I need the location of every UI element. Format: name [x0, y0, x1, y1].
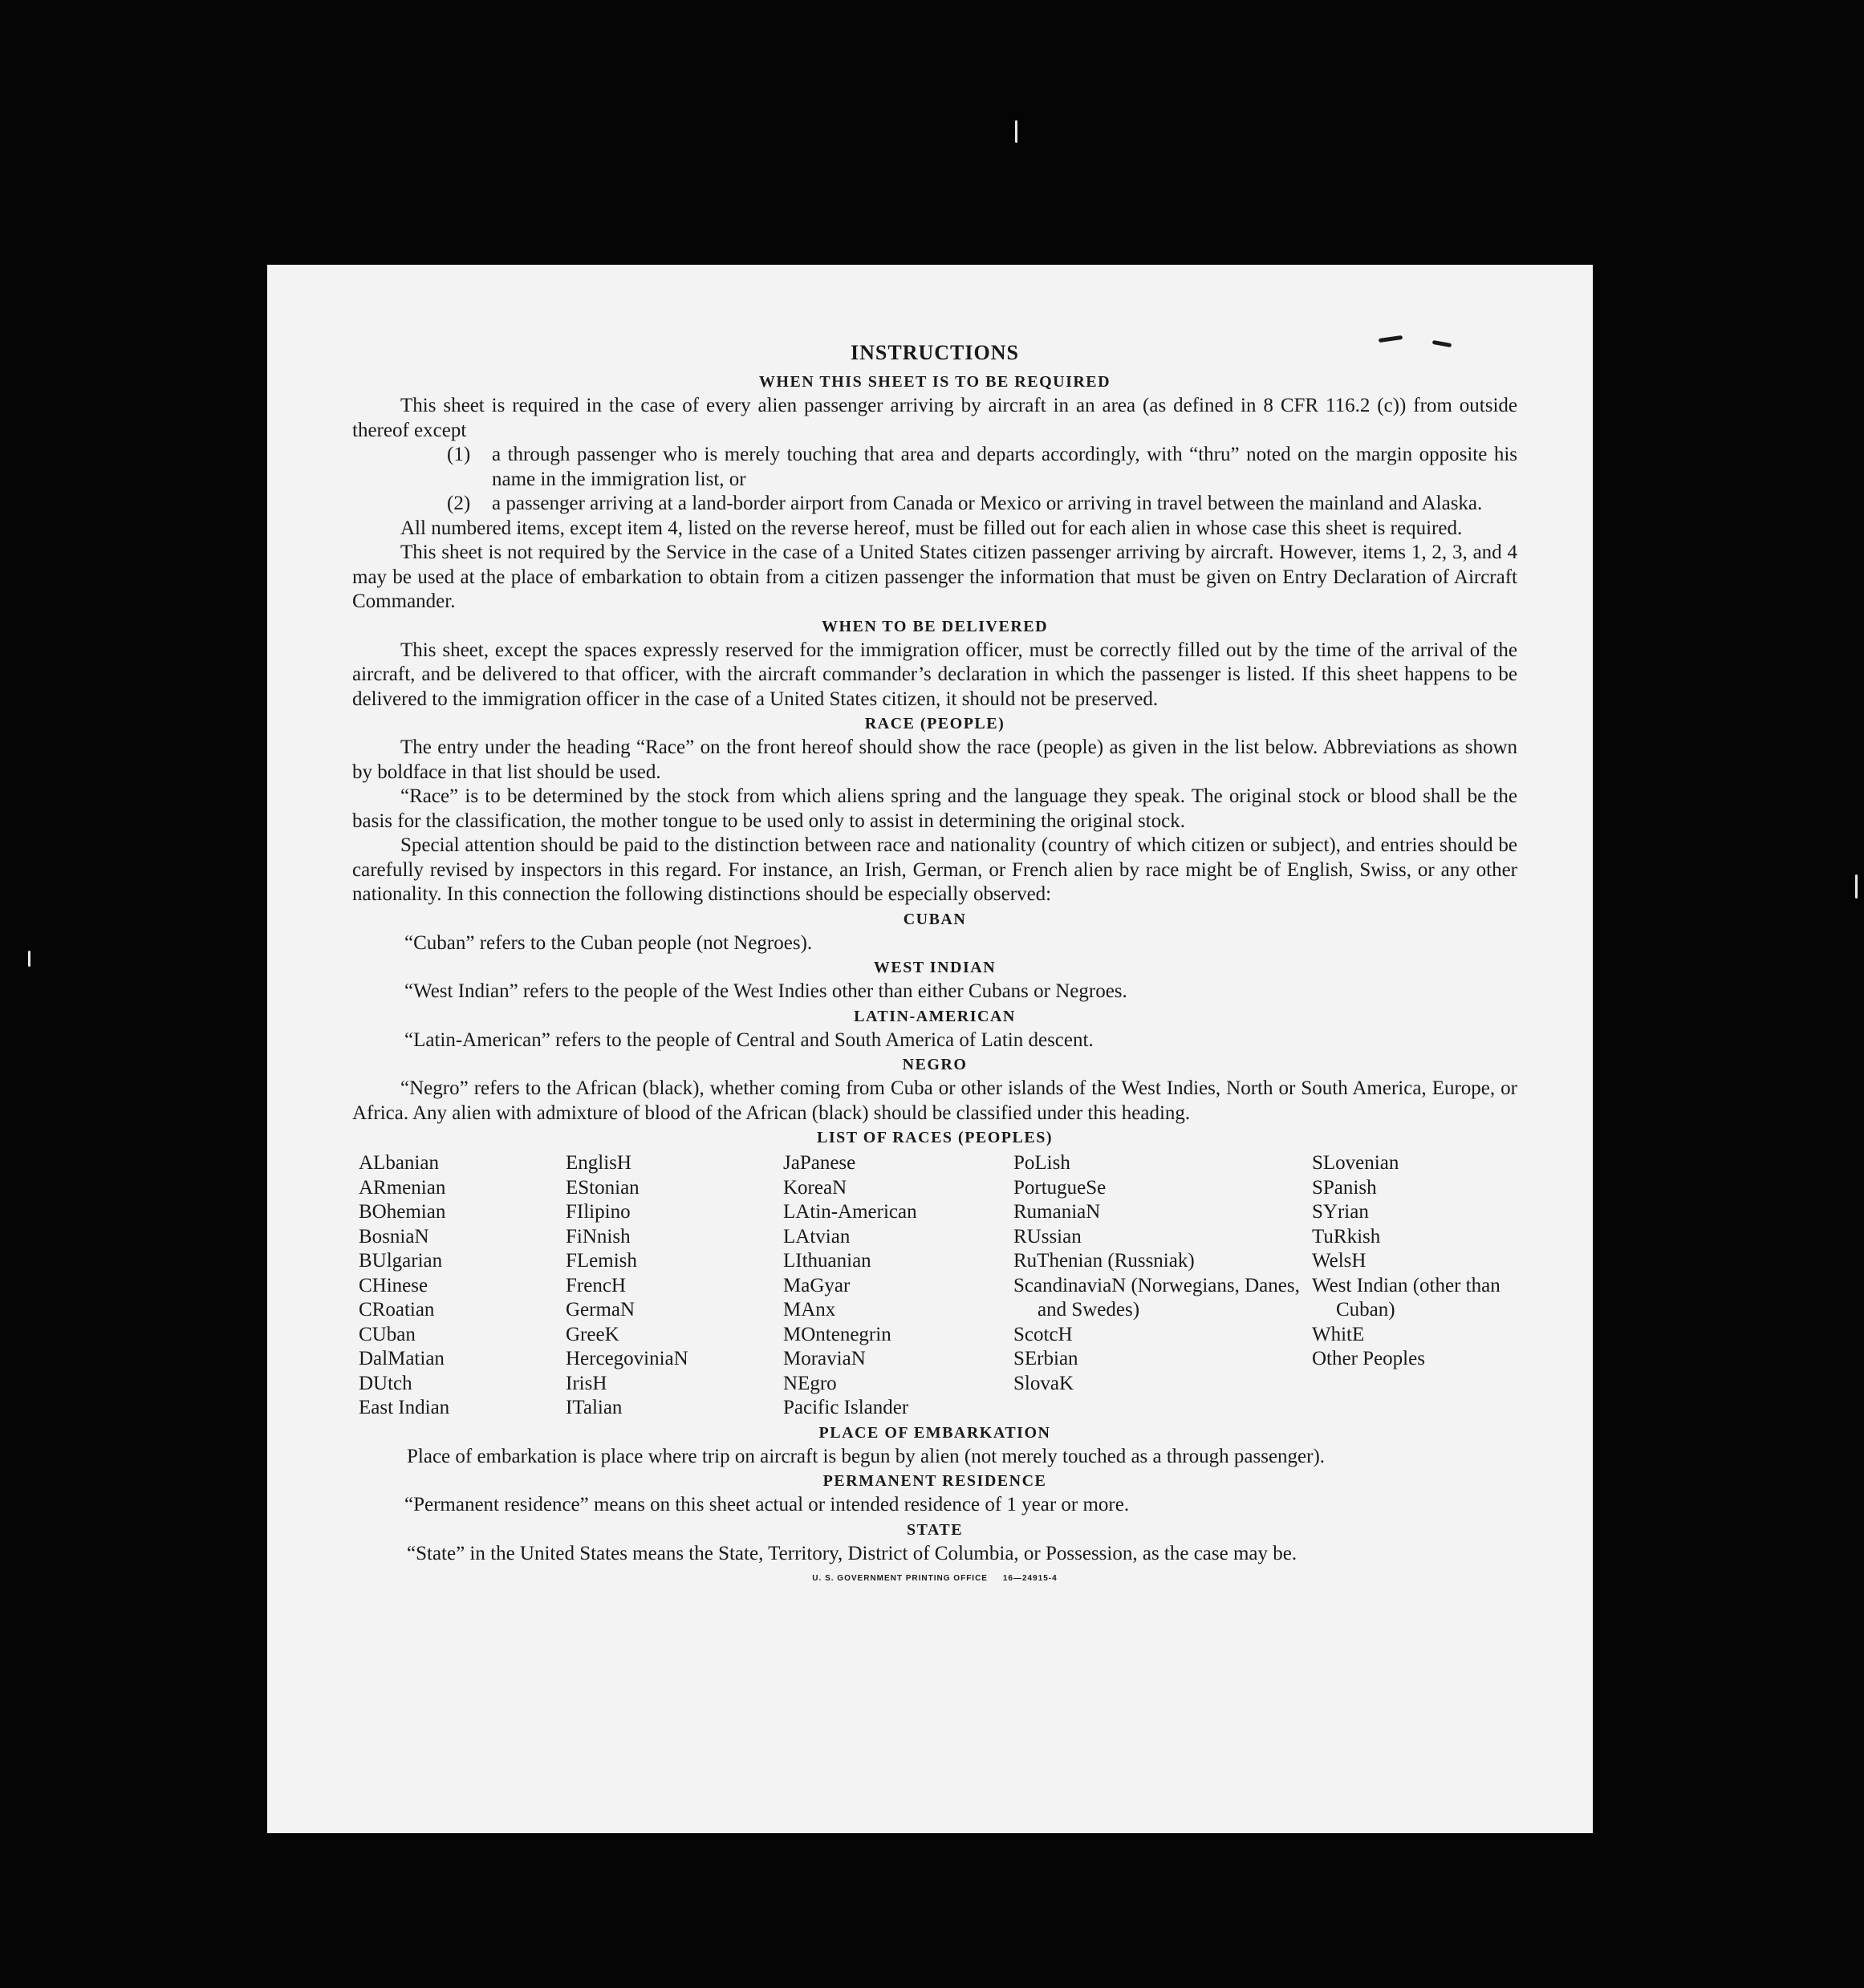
race-entry: MoraviaN — [783, 1348, 866, 1369]
heading-embarkation: PLACE OF EMBARKATION — [818, 1423, 1051, 1442]
race-entry: RUssian — [1013, 1225, 1082, 1248]
race-entry: CUban — [359, 1323, 416, 1345]
printer-imprint: U. S. GOVERNMENT PRINTING OFFICE 16—24915-4 — [812, 1574, 1058, 1583]
race-entry: DalMatian — [359, 1348, 445, 1369]
race-entry: WelsH — [1312, 1250, 1367, 1272]
race-entry: NEgro — [783, 1372, 837, 1394]
page-title: INSTRUCTIONS — [851, 341, 1019, 364]
heading-negro: NEGRO — [902, 1056, 968, 1073]
race-entry: EStonian — [566, 1176, 640, 1199]
when-required-intro: This sheet is required in the case of every alien passenger arriving by aircraft in an area (as defined in 8 CFR 116.2 (c)) from outside thereof except — [352, 395, 1517, 441]
race-entry: GermaN — [566, 1299, 636, 1321]
race-entry: FiNnish — [566, 1225, 631, 1248]
race-entry: RumaniaN — [1013, 1201, 1101, 1223]
residence-definition: “Permanent residence” means on this sheet actual or intended residence of 1 year or more. — [404, 1494, 1130, 1515]
exception-number: (1) — [447, 444, 471, 465]
race-entry: Other Peoples — [1312, 1348, 1425, 1369]
race-entry: FIlipino — [566, 1201, 631, 1223]
race-entry: FLemish — [566, 1250, 637, 1272]
race-entry: CRoatian — [359, 1299, 435, 1321]
when-delivered-text: This sheet, except the spaces expressly reserved for the immigration officer, must be correctly filled out by the time of the arrival of the aircraft, and be delivered to that officer, with the aircraft commander’s declaration in which the passenger is listed. If this sheet happens to be delivered to the immigration officer in the case of a United States citizen, it should not be preserved. — [352, 639, 1517, 710]
race-entry: MaGyar — [783, 1274, 851, 1296]
scan-speck — [28, 951, 30, 967]
race-entry: HercegoviniaN — [566, 1348, 688, 1369]
race-entry: PoLish — [1013, 1152, 1070, 1174]
race-column-3 — [783, 1151, 1013, 1421]
race-entry: TuRkish — [1312, 1225, 1381, 1248]
heading-west-indian: WEST INDIAN — [873, 959, 997, 976]
scan-speck — [1855, 874, 1858, 899]
race-list — [359, 1151, 1517, 1421]
exception-item-1 — [447, 443, 1517, 492]
race-entry: SErbian — [1013, 1348, 1078, 1369]
exception-text: a passenger arriving at a land-border airport from Canada or Mexico or arriving in travel between the mainland and Alaska. — [492, 493, 1483, 514]
race-entry: WhitE — [1312, 1323, 1365, 1345]
race-entry: LIthuanian — [783, 1250, 871, 1272]
race-entry: LAtvian — [783, 1225, 851, 1248]
race-entry: RuThenian (Russniak) — [1013, 1250, 1195, 1272]
race-column-1 — [359, 1151, 566, 1421]
race-column-4 — [1013, 1151, 1312, 1421]
race-entry: SYrian — [1312, 1201, 1369, 1223]
race-entry: IrisH — [566, 1372, 607, 1394]
scan-speck — [1015, 120, 1017, 143]
when-required-para-3: This sheet is not required by the Service in the case of a United States citizen passenger arriving by aircraft. However, items 1, 2, 3, and 4 may be used at the place of embarkation to obtain from a citizen passenger the information that must be given on Entry Declaration of Aircraft Commander. — [352, 542, 1517, 612]
race-entry: SLovenian — [1312, 1152, 1399, 1174]
race-para-3: Special attention should be paid to the distinction between race and nationality (country of which citizen or subject), and entries should be carefully revised by inspectors in this regard. For instance, an Irish, German, or French alien by race might be of English, Swiss, or any other nationality. In this connection the following distinctions should be especially observed: — [352, 834, 1517, 905]
race-entry: BosniaN — [359, 1225, 429, 1248]
race-entry: KoreaN — [783, 1176, 847, 1199]
race-entry: FrencH — [566, 1274, 626, 1296]
race-entry: ITalian — [566, 1397, 623, 1418]
heading-race: RACE (PEOPLE) — [864, 715, 1005, 732]
race-entry: EnglisH — [566, 1152, 631, 1174]
negro-definition: “Negro” refers to the African (black), whether coming from Cuba or other islands of the West Indies, North or South America, Europe, or Africa. Any alien with admixture of blood of the African (black) should be classified under this heading. — [352, 1077, 1517, 1124]
race-entry: SlovaK — [1013, 1372, 1074, 1394]
race-entry: DUtch — [359, 1372, 412, 1394]
race-entry: ScandinaviaN (Norwegians, Danes, and Swedes) — [1013, 1274, 1300, 1321]
race-entry: LAtin-American — [783, 1201, 917, 1223]
west-indian-definition: “West Indian” refers to the people of the West Indies other than either Cubans or Negroes. — [404, 980, 1127, 1002]
race-entry: CHinese — [359, 1274, 428, 1296]
race-para-1: The entry under the heading “Race” on the front hereof should show the race (people) as given in the list below. Abbreviations as shown by boldface in that list should be used. — [352, 736, 1517, 783]
race-entry: JaPanese — [783, 1152, 856, 1174]
race-para-2: “Race” is to be determined by the stock from which aliens spring and the language they speak. The original stock or blood shall be the basis for the classification, the mother tongue to be used only to assist in determining the original stock. — [352, 785, 1517, 832]
cuban-definition: “Cuban” refers to the Cuban people (not Negroes). — [404, 931, 813, 954]
instruction-sheet — [267, 265, 1593, 1833]
race-entry: PortugueSe — [1013, 1176, 1107, 1199]
heading-when-delivered: WHEN TO BE DELIVERED — [821, 617, 1049, 635]
race-entry: ALbanian — [359, 1152, 439, 1174]
exception-text: a through passenger who is merely touching that area and departs accordingly, with “thru” noted on the margin opposite his name in the immigration list, or — [492, 444, 1517, 490]
heading-when-required: WHEN THIS SHEET IS TO BE REQUIRED — [758, 373, 1111, 391]
exception-item-2 — [447, 492, 1517, 517]
heading-cuban: CUBAN — [903, 910, 967, 928]
race-entry: ScotcH — [1013, 1323, 1073, 1345]
heading-list-of-races: LIST OF RACES (PEOPLES) — [816, 1129, 1053, 1146]
heading-residence: PERMANENT RESIDENCE — [822, 1472, 1047, 1490]
race-entry: ARmenian — [359, 1176, 446, 1199]
state-definition: “State” in the United States means the State, Territory, District of Columbia, or Possession, as the case may be. — [407, 1542, 1297, 1564]
race-entry: West Indian (other than Cuban) — [1312, 1274, 1501, 1321]
race-entry: MOntenegrin — [783, 1323, 891, 1345]
heading-state: STATE — [906, 1520, 964, 1539]
race-entry: SPanish — [1312, 1176, 1377, 1199]
race-column-2 — [566, 1151, 783, 1421]
embarkation-definition: Place of embarkation is place where trip on aircraft is begun by alien (not merely touched as a through passenger). — [407, 1445, 1326, 1467]
heading-latin-american: LATIN-AMERICAN — [854, 1007, 1016, 1025]
race-entry: MAnx — [783, 1299, 836, 1321]
race-entry: GreeK — [566, 1323, 619, 1345]
latin-american-definition: “Latin-American” refers to the people of Central and South America of Latin descent. — [404, 1028, 1094, 1051]
exception-number: (2) — [447, 493, 471, 514]
race-entry: Pacific Islander — [783, 1397, 909, 1418]
race-entry: BOhemian — [359, 1201, 446, 1223]
race-entry: East Indian — [359, 1397, 450, 1418]
when-required-para-2: All numbered items, except item 4, listed on the reverse hereof, must be filled out for each alien in whose case this sheet is required. — [400, 517, 1463, 539]
race-column-5 — [1312, 1151, 1524, 1421]
sheet-content — [352, 341, 1517, 1583]
race-entry: BUlgarian — [359, 1250, 443, 1272]
